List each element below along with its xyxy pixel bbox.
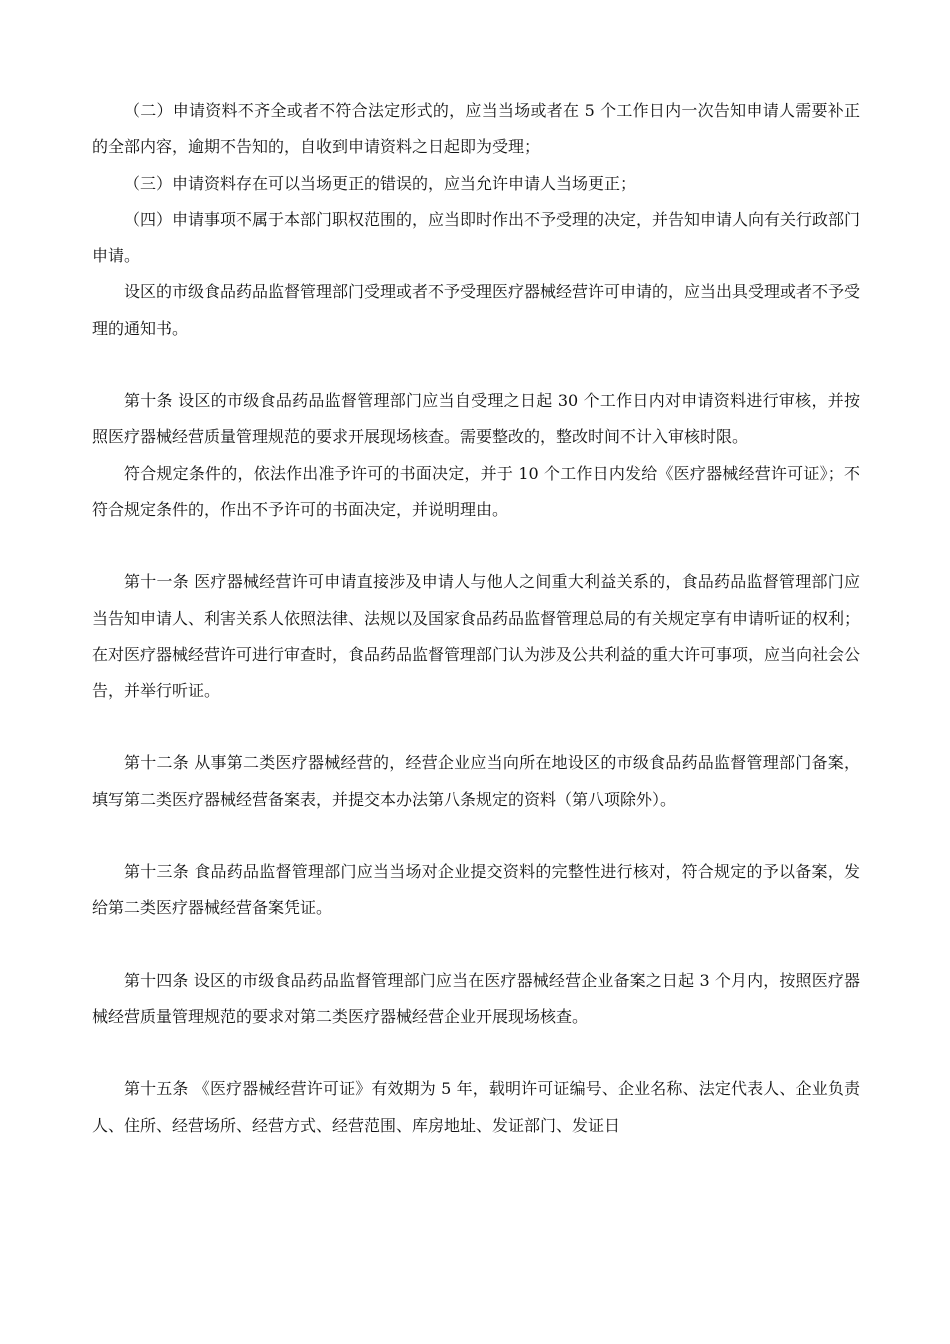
document-page: [92, 93, 860, 1144]
article-12: 第十二条 从事第二类医疗器械经营的，经营企业应当向所在地设区的市级食品药品监督管理部门备案，填写第二类医疗器械经营备案表，并提交本办法第八条规定的资料（第八项除外）。: [92, 753, 860, 809]
article-10-decision: 符合规定条件的，依法作出准予许可的书面决定，并于 10 个工作日内发给《医疗器械经营许可证》；不符合规定条件的，作出不予许可的书面决定，并说明理由。: [92, 463, 860, 519]
paragraph-gap: [92, 528, 860, 564]
paragraph-gap: [92, 347, 860, 383]
paragraph-gap: [92, 1035, 860, 1071]
paragraph-item-2: （二）申请资料不齐全或者不符合法定形式的，应当当场或者在 5 个工作日内一次告知申请人需要补正的全部内容，逾期不告知的，自收到申请资料之日起即为受理；: [92, 101, 860, 157]
paragraph-gap: [92, 927, 860, 963]
paragraph-gap: [92, 709, 860, 745]
article-11: 第十一条 医疗器械经营许可申请直接涉及申请人与他人之间重大利益关系的，食品药品监督管理部门应当告知申请人、利害关系人依照法律、法规以及国家食品药品监督管理总局的有关规定享有申请听证的权利；在对医疗器械经营许可进行审查时，食品药品监督管理部门认为涉及公共利益的重大许可事项，应当向社会公告，并举行听证。: [92, 572, 861, 701]
article-10: 第十条 设区的市级食品药品监督管理部门应当自受理之日起 30 个工作日内对申请资料进行审核，并按照医疗器械经营质量管理规范的要求开展现场核查。需要整改的，整改时间不计入审核时限。: [92, 391, 860, 447]
paragraph-acceptance-notice: 设区的市级食品药品监督管理部门受理或者不予受理医疗器械经营许可申请的，应当出具受理或者不予受理的通知书。: [92, 282, 861, 338]
paragraph-gap: [92, 818, 860, 854]
paragraph-item-4: （四）申请事项不属于本部门职权范围的，应当即时作出不予受理的决定，并告知申请人向有关行政部门申请。: [92, 209, 861, 266]
paragraph-item-3: （三）申请资料存在可以当场更正的错误的，应当允许申请人当场更正；: [124, 173, 637, 193]
article-13: 第十三条 食品药品监督管理部门应当当场对企业提交资料的完整性进行核对，符合规定的予以备案，发给第二类医疗器械经营备案凭证。: [92, 862, 860, 918]
article-15: 第十五条 《医疗器械经营许可证》有效期为 5 年，载明许可证编号、企业名称、法定代表人、企业负责人、住所、经营场所、经营方式、经营范围、库房地址、发证部门、发证日: [92, 1079, 860, 1135]
article-14: 第十四条 设区的市级食品药品监督管理部门应当在医疗器械经营企业备案之日起 3 个月内，按照医疗器械经营质量管理规范的要求对第二类医疗器械经营企业开展现场核查。: [92, 970, 860, 1026]
